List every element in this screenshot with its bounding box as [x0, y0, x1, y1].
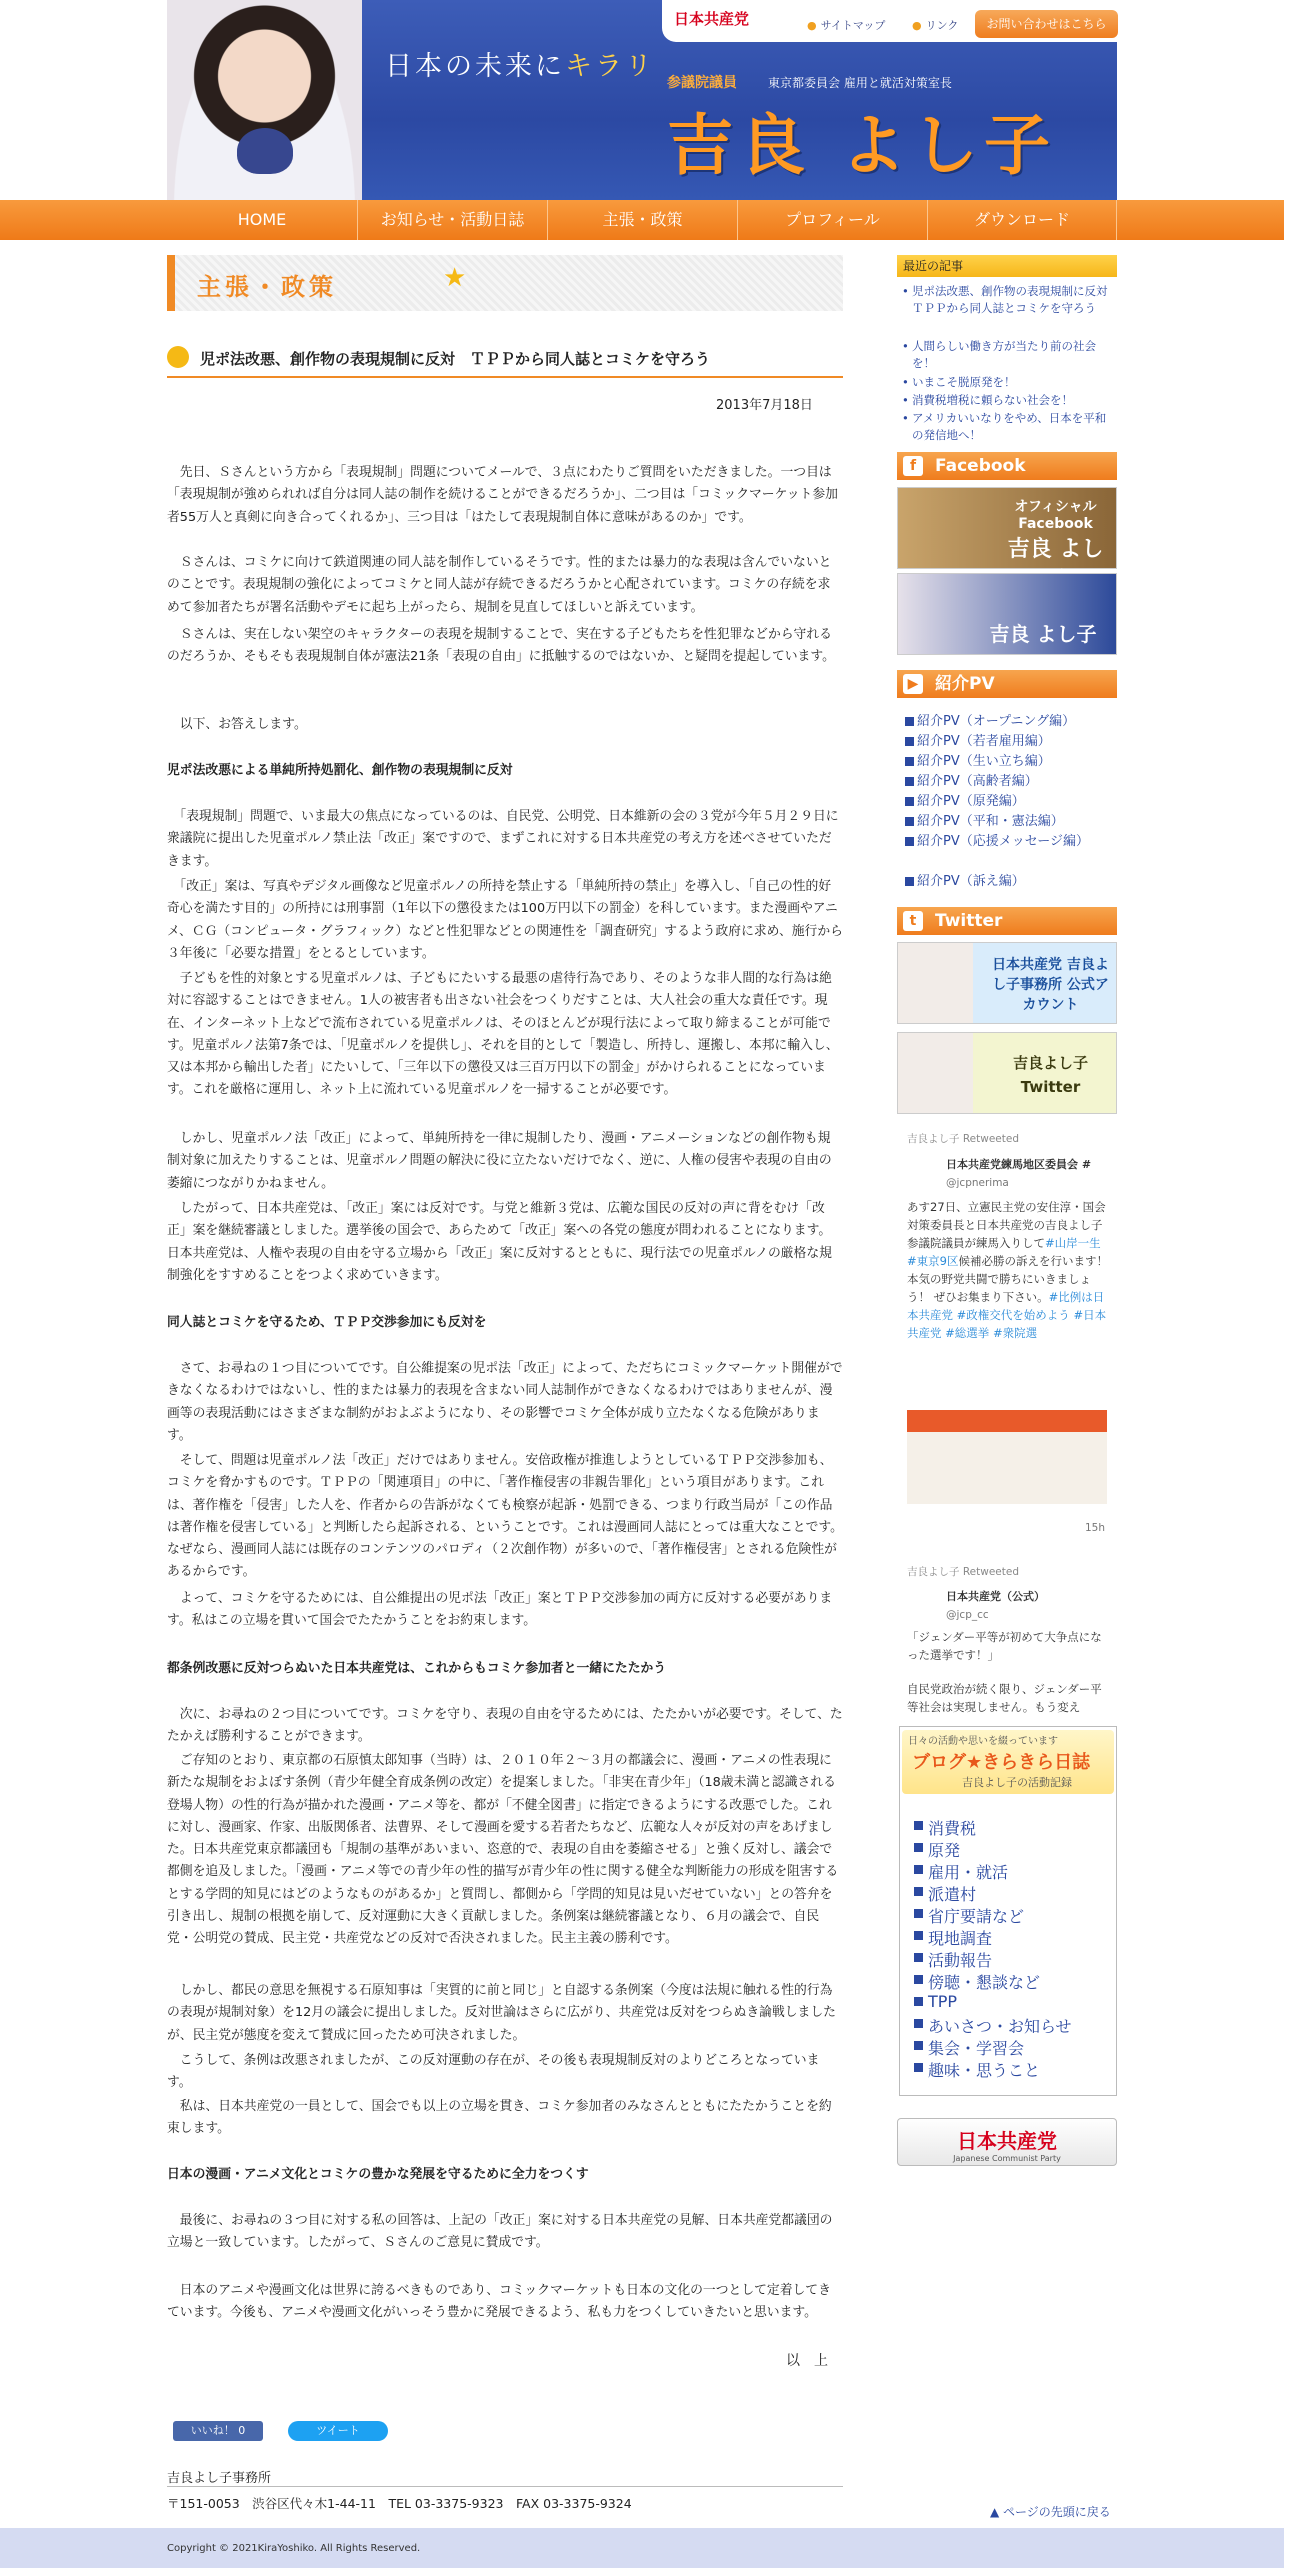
tweet-button[interactable]: ツイート: [288, 2421, 388, 2441]
recent-posts-heading: 最近の記事: [897, 255, 1117, 277]
top-utility-bar: [662, 0, 1117, 42]
portrait-photo: [167, 0, 362, 200]
role-label: 参議院議員: [667, 75, 737, 91]
contact-button[interactable]: お問い合わせはこちら: [975, 10, 1118, 38]
blog-category-link[interactable]: 活動報告: [928, 1948, 992, 1971]
paragraph: さて、お尋ねの１つ目についてです。自公維提案の児ポ法「改正」によって、ただちにコミックマーケット開催ができなくなるわけではないし、性的または暴力的表現を含まない同人誌制作ができなくなるわけではありませんが、漫画等の表現活動にはさまざまな制約がおよぶようになり、その影響でコミケ全体が成り立たなくなる危険があります。: [167, 1361, 843, 1443]
paragraph: よって、コミケを守るためには、自公維提出の児ポ法「改正」案とＴＰＰ交渉参加の両方に反対する必要があります。私はこの立場を貫いて国会でたたかうことをお約束します。: [167, 1591, 833, 1629]
blog-category-link[interactable]: 省庁要請など: [928, 1904, 1024, 1927]
recent-post-link[interactable]: • 消費税増税に頼らない社会を！: [912, 392, 1117, 409]
facebook-heading: f Facebook: [897, 452, 1117, 480]
pv-link[interactable]: 紹介PV（平和・憲法編）: [917, 813, 1117, 831]
blog-category-link[interactable]: 雇用・就活: [928, 1860, 1008, 1883]
links-link[interactable]: ● リンク: [912, 19, 959, 32]
nav-home[interactable]: HOME: [237, 210, 287, 229]
blog-category-link[interactable]: あいさつ・お知らせ: [928, 2014, 1072, 2037]
twitter-icon: t: [903, 911, 923, 931]
section-heading: 児ポ法改悪による単純所持処罰化、創作物の表現規制に反対: [167, 763, 513, 778]
recent-post-link[interactable]: • いまこそ脱原発を！: [912, 374, 1117, 391]
star-icon: ★: [443, 263, 467, 293]
section-title: 主張・政策: [197, 273, 337, 301]
pv-link[interactable]: 紹介PV（若者雇用編）: [917, 733, 1117, 751]
arrow-up-icon: ▲: [990, 2505, 1004, 2519]
recent-post-link[interactable]: • 人間らしい働き方が当たり前の社会を！: [912, 338, 1117, 372]
paragraph: そして、問題は児童ポルノ法「改正」だけではありません。安倍政権が推進しようとしているＴＰＰ交渉参加も、コミケを脅かすものです。ＴＰＰの「関連項目」の中に、「著作権侵害の非親告罪化」という項目があります。これは、著作権を「侵害」した人を、作者からの告訴がなくても検察が起訴・処罰できる、つまり行政当局が「この作品は著作権を侵害している」と判断したら起訴される、ということです。これは漫画同人誌にとっては重大なことです。なぜなら、漫画同人誌には既存のコンテンツのパロディ（２次創作物）が多いので、「著作権侵害」とされる危険性があるからです。: [167, 1453, 843, 1580]
article-end: 以 上: [786, 2353, 828, 2369]
retweet-label: 吉良よし子 Retweeted: [907, 1566, 1019, 1578]
tweet-time: 15h: [1085, 1522, 1106, 1534]
scarf: [237, 128, 293, 174]
pv-link[interactable]: 紹介PV（生い立ち編）: [917, 753, 1117, 771]
recent-post-link[interactable]: • 児ポ法改悪、創作物の表現規制に反対 ＴＰＰから同人誌とコミケを守ろう: [912, 283, 1117, 317]
section-heading: 同人誌とコミケを守るため、ＴＰＰ交渉参加にも反対を: [167, 1315, 487, 1330]
catchphrase: 日本の未来にキラリ: [385, 51, 655, 82]
paragraph: 次に、お尋ねの２つ目についてです。コミケを守り、表現の自由を守るためには、たたかいが必要です。そして、たたかえば勝利することができます。: [167, 1707, 843, 1745]
section-heading: 日本の漫画・アニメ文化とコミケの豊かな発展を守るために全力をつくす: [167, 2167, 589, 2182]
paragraph: 子どもを性的対象とする児童ポルノは、子どもにたいする最悪の虐待行為であり、そのような非人間的な行為は絶対に容認することはできません。1人の被害者も出さない社会をつくりだすことは、大人社会の重大な責任です。現在、インターネット上などで流布されている児童ポルノは、そのほとんどが現行法によって取り締まることが可能です。児童ポルノ法第7条では、「児童ポルノを提供し」、それを目的として「製造し、所持し、運搬し、本邦に輸入し、又は本邦から輸出した者」にたいして、「三年以下の懲役又は三百万円以下の罰金」がかけられることになっています。これを厳格に運用し、ネット上に流れている児童ポルノを一掃することが必要です。: [167, 971, 839, 1098]
role-subtitle: 東京都委員会 雇用と就活対策室長: [768, 76, 952, 90]
paragraph: Ｓさんは、コミケに向けて鉄道関連の同人誌を制作しているそうです。性的または暴力的な表現は含んでいないとのことです。表現規制の強化によってコミケと同人誌が存続できるだろうかと心配されています。コミケの存続を求めて参加者たちが署名活動やデモに起ち上がったら、規制を見直してほしいと訴えています。: [167, 555, 832, 615]
tweet-author[interactable]: 日本共産党練馬地区委員会 #: [946, 1158, 1092, 1171]
blog-category-link[interactable]: 派遣村: [928, 1882, 976, 1905]
nav-profile[interactable]: プロフィール: [737, 200, 927, 240]
tweet-text: あす27日、立憲民主党の安住淳・国会対策委員長と日本共産党の吉良よし子参議院議員が練馬入りして#山岸一生 #東京9区候補必勝の訴えを行います！ 本気の野党共闘で勝ちにいきましょう！ ぜひお集まり下さい。#比例は日本共産党 #政権交代を始めよう #日本共産党 #総選挙 #衆院選: [907, 1200, 1108, 1340]
footer-divider: [167, 2486, 843, 2487]
paragraph: 最後に、お尋ねの３つ目に対する私の回答は、上記の「改正」案に対する日本共産党の見解、日本共産党都議団の立場と一致しています。したがって、Ｓさんのご意見に賛成です。: [167, 2213, 833, 2251]
title-divider: [167, 376, 843, 378]
nav-news[interactable]: お知らせ・活動日誌: [357, 200, 547, 240]
twitter-heading: t Twitter: [897, 907, 1117, 935]
tweet-text: 自民党政治が続く限り、ジェンダー平等社会は実現しません。もう変え: [907, 1682, 1102, 1714]
post-date: 2013年7月18日: [716, 398, 813, 413]
pv-heading: ▶ 紹介PV: [897, 670, 1117, 698]
paragraph: 以下、お答えします。: [167, 717, 307, 732]
retweet-label: 吉良よし子 Retweeted: [907, 1133, 1019, 1145]
paragraph: 私は、日本共産党の一員として、国会でも以上の立場を貫き、コミケ参加者のみなさんとともにたたかうことを約束します。: [167, 2099, 832, 2137]
post-title: 児ポ法改悪、創作物の表現規制に反対 ＴＰＰから同人誌とコミケを守ろう: [200, 350, 711, 368]
facebook-personal-banner[interactable]: 吉良 よし子: [897, 573, 1117, 655]
paragraph: こうして、条例は改悪されましたが、この反対運動の存在が、その後も表現規制反対のよりどころとなっています。: [167, 2053, 820, 2091]
paragraph: 「表現規制」問題で、いま最大の焦点になっているのは、自民党、公明党、日本維新の会の３党が今年５月２９日に衆議院に提出した児童ポルノ禁止法「改正」案ですので、まずこれに対する日本共産党の考え方を述べさせていただきます。: [167, 809, 839, 869]
paragraph: 「改正」案は、写真やデジタル画像など児童ポルノの所持を禁止する「単純所持の禁止」を導入し、「自己の性的好奇心を満たす目的」の所持には刑事罰（1年以下の懲役または100万円以下の罰金）を科しています。また漫画やアニメ、ＣＧ（コンピュータ・グラフィック）などと性犯罪などとの関連性を「調査研究」するよう政府に求め、施行から３年後に「必要な措置」をとるとしています。: [167, 879, 843, 961]
pv-link[interactable]: 紹介PV（応援メッセージ編）: [917, 833, 1117, 851]
blog-category-link[interactable]: 原発: [928, 1838, 960, 1861]
copyright: Copyright © 2021KiraYoshiko. All Rights Reserved.: [167, 2543, 421, 2554]
facebook-icon: f: [903, 456, 923, 476]
pv-link[interactable]: 紹介PV（訴え編）: [917, 873, 1117, 891]
blog-category-link[interactable]: 集会・学習会: [928, 2036, 1024, 2059]
office-name: 吉良よし子事務所: [167, 2471, 272, 2486]
paragraph-intro: 先日、Ｓさんという方から「表現規制」問題についてメールで、３点にわたりご質問をいただきました。一つ目は「表現規制が強められれば自分は同人誌の制作を続けることができるだろうか」、二つ目は「コミックマーケット参加者55万人と真剣に向き合ってくれるか」、三つ目は「はたして表現規制自体に意味があるのか」です。: [167, 465, 838, 525]
pv-link[interactable]: 紹介PV（高齢者編）: [917, 773, 1117, 791]
paragraph: 日本のアニメや漫画文化は世界に誇るべきものであり、コミックマーケットも日本の文化の一つとして定着してきています。今後も、アニメや漫画文化がいっそう豊かに発展できるよう、私も力をつくしていきたいと思います。: [167, 2283, 831, 2321]
paragraph: しかし、都民の意思を無視する石原知事は「実質的に前と同じ」と自認する条例案（今度は法規に触れる性的行為の表現が規制対象）を12月の議会に提出しました。反対世論はさらに広がり、共産党は反対をつらぬき論戦しましたが、民主党が態度を変えて賛成に回ったため可決されました。: [167, 1983, 836, 2043]
section-heading: 都条例改悪に反対つらぬいた日本共産党は、これからもコミケ参加者と一緒にたたかう: [167, 1661, 667, 1676]
blog-banner[interactable]: 日々の活動や思いを綴っています ブログ★きらきら日誌 吉良よし子の活動記録: [902, 1730, 1114, 1794]
tweet-handle[interactable]: @jcp_cc: [946, 1609, 989, 1621]
paragraph: しかし、児童ポルノ法「改正」によって、単純所持を一律に規制したり、漫画・アニメーションなどの創作物も規制対象に加えたりすることは、児童ポルノ問題の解決に役に立たないだけでなく、逆に、人権の侵害や表現の自由の萎縮につながりかねません。: [167, 1131, 832, 1191]
play-icon: ▶: [903, 674, 923, 694]
paragraph: したがって、日本共産党は、「改正」案には反対です。与党と維新３党は、広範な国民の反対の声に背をむけ「改正」案を継続審議としました。選挙後の国会で、あらためて「改正」案への各党の態度が問われることになります。日本共産党は、人権や表現の自由を守る立場から「改正」案に反対するとともに、現行法での児童ポルノの厳格な規制強化をすすめることをつよく求めていきます。: [167, 1201, 832, 1283]
blog-category-link[interactable]: 趣味・思うこと: [928, 2058, 1040, 2081]
office-address: 〒151-0053 渋谷区代々木1-44-11 TEL 03-3375-9323 FAX 03-3375-9324: [167, 2496, 632, 2511]
paragraph: ご存知のとおり、東京都の石原慎太郎知事（当時）は、２０１０年２～３月の都議会に、漫画・アニメの性表現に新たな規制をおよぼす条例（青少年健全育成条例の改定）を提案しました。「非実在青少年」（18歳未満と認識される登場人物）の性的行為が描かれた漫画・アニメ等を、都が「不健全図書」に指定できるようにする改悪でした。これに対し、漫画家、作家、出版関係者、法曹界、そして漫画を愛する若者たちなど、広範な人々が反対の声をあげました。日本共産党東京都議団も「規制の基準があいまい、恣意的で、表現の自由を萎縮させる」と強く反対し、議会で都側を追及しました。「漫画・アニメ等での青少年の性的描写が青少年の性に関する健全な判断能力の形成を阻害するとする学問的知見にはどのようなものがあるか」と質問し、都側から「学問的知見は見いだせていない」との答弁を引き出し、規制の根拠を崩して、反対運動に大きく貢献しました。条例案は継続審議となり、６月の議会で、自民党・公明党の賛成、民主党・共産党などの反対で否決されました。民主主義の勝利です。: [167, 1753, 839, 1947]
sitemap-link[interactable]: ● サイトマップ: [807, 19, 886, 32]
page-top-link[interactable]: ▲ ページの先頭に戻る: [990, 2505, 1111, 2519]
facebook-like-button[interactable]: いいね！ 0: [173, 2421, 263, 2441]
blog-category-link[interactable]: 消費税: [928, 1816, 976, 1839]
tweet-text: 「ジェンダー平等が初めて大争点になった選挙です！」: [907, 1630, 1102, 1662]
blog-category-link[interactable]: TPP: [928, 1992, 958, 2011]
politician-name[interactable]: 吉良 よし子: [667, 107, 1056, 184]
section-title-band: [167, 255, 843, 311]
blog-category-link[interactable]: 現地調査: [928, 1926, 992, 1949]
header: [167, 0, 1117, 200]
recent-post-link[interactable]: • アメリカいいなりをやめ、日本を平和の発信地へ！: [912, 410, 1117, 444]
tweet-author[interactable]: 日本共産党（公式）: [946, 1590, 1045, 1603]
pv-link[interactable]: 紹介PV（オープニング編）: [917, 713, 1117, 731]
blog-category-link[interactable]: 傍聴・懇談など: [928, 1970, 1040, 1993]
post-icon: [167, 346, 189, 368]
twitter-office-banner[interactable]: 日本共産党 吉良よし子事務所 公式アカウント: [897, 942, 1117, 1024]
nav-policy[interactable]: 主張・政策: [547, 200, 737, 240]
party-logo[interactable]: 日本共産党: [674, 10, 750, 28]
nav-download[interactable]: ダウンロード: [927, 200, 1117, 240]
twitter-personal-banner[interactable]: 吉良よし子 Twitter: [897, 1032, 1117, 1114]
facebook-official-banner[interactable]: オフィシャル Facebook 吉良 よし: [897, 487, 1117, 569]
pv-link[interactable]: 紹介PV（原発編）: [917, 793, 1117, 811]
tweet-handle[interactable]: @jcpnerima: [946, 1177, 1009, 1189]
jcp-banner[interactable]: 日本共産党 Japanese Communist Party: [897, 2118, 1117, 2166]
paragraph: Ｓさんは、実在しない架空のキャラクターの表現を規制することで、実在する子どもたちを性犯罪などから守れるのだろうか、そもそも表現規制自体が憲法21条「表現の自由」に抵触するのではないか、と疑問を提起しています。: [167, 627, 835, 665]
tweet-image[interactable]: [907, 1392, 1107, 1504]
